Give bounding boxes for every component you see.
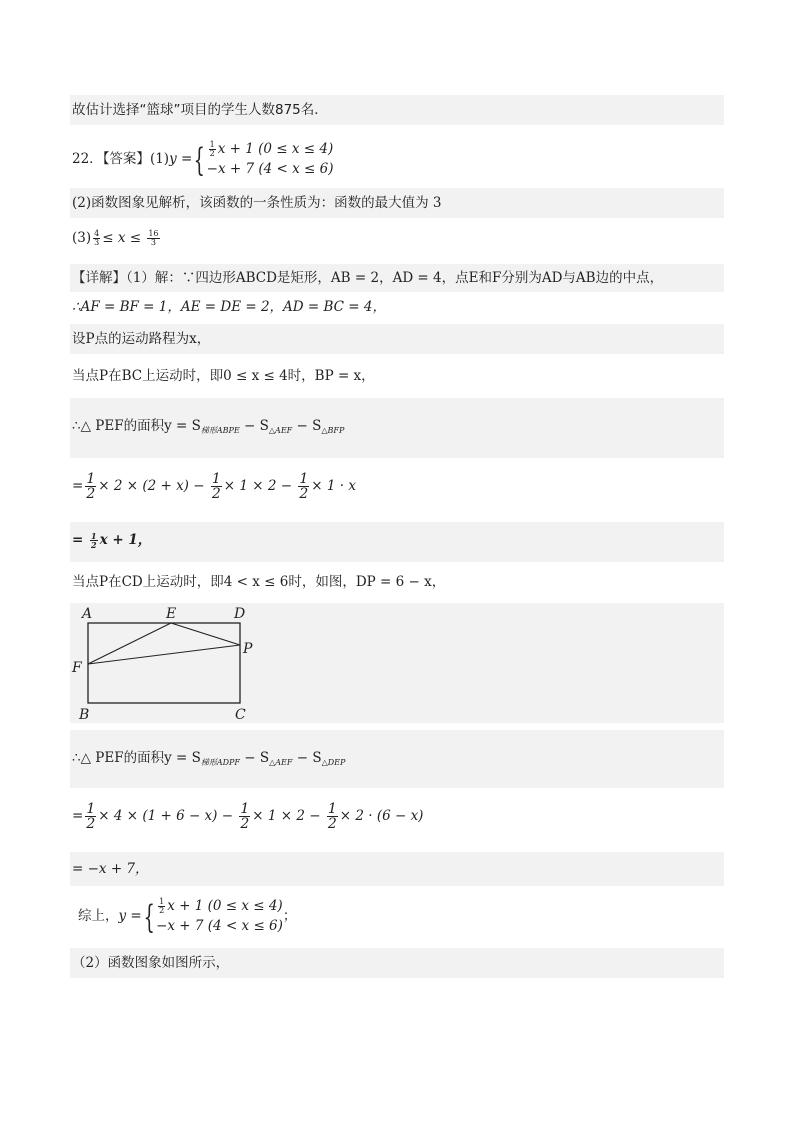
text-line-set-p: [70, 324, 724, 354]
area2-minus: − S: [239, 750, 270, 766]
equals-sign: =: [72, 808, 84, 824]
text-line-part3: [70, 224, 724, 260]
fraction-half: $\frac{1}{2}$: [211, 471, 221, 502]
equals-sign: =: [72, 532, 84, 548]
text-line-case2: [70, 566, 724, 600]
summary-label: 综上，: [78, 908, 119, 925]
area1-lhs: ∴△ PEF的面积y = S: [72, 418, 201, 434]
fraction-half: $\frac{1}{2}$: [86, 471, 96, 502]
text-line-detail: [70, 264, 724, 292]
summary-piece-1: x + 1 (0 ≤ x ≤ 4): [167, 898, 283, 914]
detail-text: （1）解：∵四边形ABCD是矩形，AB = 2，AD = 4，点E和F分别为AD与AB边的中点，: [126, 270, 664, 286]
graph-text: （2）函数图象如图所示，: [72, 955, 230, 971]
set-p-text: 设P点的运动路程为x，: [72, 331, 211, 347]
segments-text: ∴AF = BF = 1，AE = DE = 2，AD = BC = 4，: [72, 299, 386, 315]
y-equals: y =: [118, 908, 142, 925]
segment-fe: [88, 623, 171, 664]
fraction-half: $\frac{1}{2}$: [91, 531, 97, 550]
result2-text: = −x + 7，: [72, 861, 149, 877]
rectangle-abcd: [88, 623, 240, 703]
area1-content: [72, 418, 344, 436]
label-f: F: [72, 660, 82, 676]
result1-content: [72, 532, 151, 549]
text-line-area1: [70, 398, 724, 458]
calc1-term2: × 1 × 2 −: [223, 478, 297, 494]
rectangle-figure: [70, 603, 724, 723]
text-line-calc1: [70, 462, 724, 518]
label-a: A: [82, 606, 93, 622]
inequality: ≤ x ≤: [102, 230, 142, 246]
label-b: B: [79, 707, 90, 723]
area2-lhs: ∴△ PEF的面积y = S: [72, 750, 201, 766]
piece-1: x + 1 (0 ≤ x ≤ 4): [217, 141, 334, 157]
part-label: (1): [149, 151, 170, 168]
label-c: C: [235, 707, 246, 723]
calc2-term3: × 2 · (6 − x): [339, 808, 424, 824]
calc1-term1: × 2 × (2 + x) −: [98, 478, 209, 494]
text-line-result1: [70, 522, 724, 562]
calc1-content: [72, 472, 356, 501]
area1-sub-trapezoid: 梯形ABPE: [200, 426, 240, 435]
fraction-half: $\frac{1}{2}$: [209, 140, 215, 158]
fraction-half: $\frac{1}{2}$: [86, 801, 96, 832]
fraction-half: $\frac{1}{2}$: [299, 471, 309, 502]
label-p: P: [243, 641, 253, 657]
text-line-case1: [70, 360, 724, 394]
summary-piece-2: −x + 7 (4 < x ≤ 6): [156, 917, 283, 934]
fraction-half: $\frac{1}{2}$: [240, 801, 250, 832]
area2-sub-aef: △AEF: [269, 758, 293, 767]
summary-end: ；: [282, 908, 297, 925]
question-number: 22．: [72, 151, 103, 168]
area2-content: [72, 750, 345, 768]
summary-content: [78, 897, 296, 936]
area1-sub-bfp: △BFP: [321, 426, 345, 435]
calc1-term3: × 1 · x: [311, 478, 356, 494]
fraction-half: $\frac{1}{2}$: [159, 897, 165, 915]
calc2-term1: × 4 × (1 + 6 − x) −: [98, 808, 238, 824]
text-line-calc2: [70, 792, 724, 848]
rectangle-diagram: [70, 603, 724, 723]
equals-sign: =: [72, 478, 84, 494]
area1-minus2: − S: [292, 418, 322, 434]
detail-tag: 【详解】: [72, 270, 126, 286]
calc2-term2: × 1 × 2 −: [252, 808, 325, 824]
piecewise-cases: [207, 140, 334, 179]
text-line-segments: [70, 293, 724, 321]
text-line-result2: [70, 852, 724, 886]
segment-fp: [88, 645, 240, 664]
answer-content: [72, 140, 333, 179]
part3-label: (3): [72, 230, 92, 246]
answer-tag: 【答案】: [102, 151, 150, 168]
case1-text: 当点P在BC上运动时，即0 ≤ x ≤ 4时，BP = x，: [72, 368, 375, 384]
label-d: D: [234, 606, 246, 622]
text-line-summary: [70, 890, 724, 944]
brace-symbol: {: [143, 897, 155, 936]
part3-content: [72, 230, 162, 247]
text-line-conclusion: [70, 95, 724, 125]
conclusion-text: 故估计选择“篮球”项目的学生人数875名．: [72, 102, 328, 118]
area1-minus: − S: [239, 418, 269, 434]
area2-sub-trapezoid: 梯形ADPF: [200, 758, 240, 767]
result1-expression: x + 1，: [99, 532, 152, 548]
area2-sub-dep: △DEP: [321, 758, 346, 767]
text-line-graph: [70, 948, 724, 978]
segment-ep: [171, 623, 240, 645]
answer-line-q22: [70, 130, 724, 182]
brace-symbol: {: [193, 140, 206, 179]
y-equals: y =: [169, 151, 193, 168]
fraction-half: $\frac{1}{2}$: [327, 801, 337, 832]
fraction-sixteen-thirds: $\frac{16}{3}$: [148, 229, 159, 247]
summary-cases: [156, 897, 283, 936]
detail-content: [72, 270, 663, 286]
piece-2: −x + 7 (4 < x ≤ 6): [206, 160, 334, 177]
calc2-content: [72, 802, 423, 831]
text-line-area2: [70, 730, 724, 788]
case2-text: 当点P在CD上运动时，即4 < x ≤ 6时，如图，DP = 6 − x，: [72, 574, 446, 590]
fraction-four-thirds: $\frac{4}{3}$: [94, 229, 100, 247]
area1-sub-aef: △AEF: [268, 426, 293, 435]
area2-minus2: − S: [292, 750, 322, 766]
text-line-part2: [70, 188, 724, 218]
part2-text: (2)函数图象见解析，该函数的一条性质为：函数的最大值为 3: [72, 195, 442, 211]
label-e: E: [166, 606, 177, 622]
